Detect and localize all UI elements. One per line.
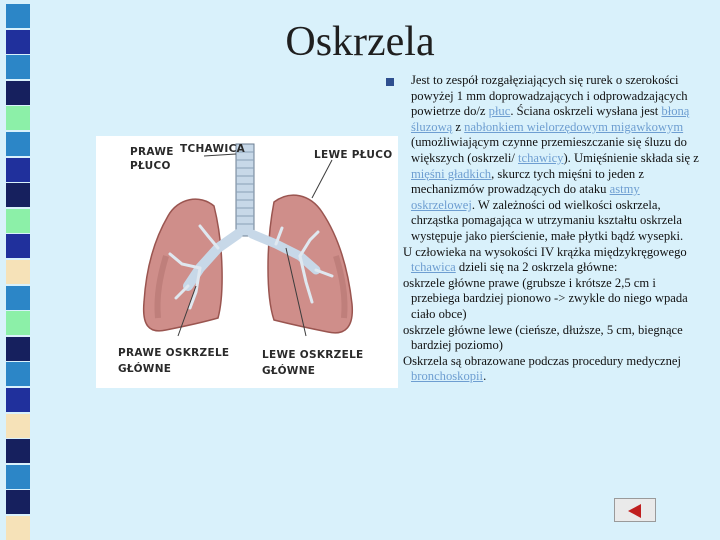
text-run: z — [452, 119, 465, 134]
bullet-square — [386, 78, 394, 86]
link-pluca[interactable]: płuc — [488, 104, 511, 119]
label-left-lung: LEWE PŁUCO — [314, 149, 393, 161]
decorative-square-strip — [0, 0, 36, 540]
left-arrow-icon — [628, 504, 641, 518]
lungs-diagram — [96, 136, 398, 388]
label-left-bronchus-1: LEWE OSKRZELE — [262, 349, 364, 361]
label-left-bronchus-2: GŁÓWNE — [262, 365, 316, 377]
strip-square — [6, 158, 30, 182]
link-tchawica-2[interactable]: tchawica — [411, 260, 456, 275]
strip-square — [6, 106, 30, 130]
strip-square — [6, 490, 30, 514]
strip-square — [6, 439, 30, 463]
content-text — [403, 73, 703, 385]
trachea-shape — [236, 144, 254, 236]
strip-square — [6, 183, 30, 207]
strip-square — [6, 311, 30, 335]
strip-square — [6, 516, 30, 540]
link-bronchoskopia[interactable]: bronchoskopii — [411, 369, 484, 384]
label-right-lung-1: PRAWE — [130, 146, 174, 158]
label-right-bronchus-2: GŁÓWNE — [118, 363, 172, 375]
strip-square — [6, 286, 30, 310]
lungs-illustration — [96, 136, 398, 388]
text-run: , skurcz tych mięśni to jeden z mechanizmów prowadzących do ataku — [411, 166, 644, 197]
text-run: U człowieka na wysokości IV krążka międzykręgowego — [403, 244, 687, 259]
link-tchawica[interactable]: tchawicy — [518, 150, 564, 165]
label-right-bronchus-1: PRAWE OSKRZELE — [118, 347, 230, 359]
strip-square — [6, 132, 30, 156]
label-right-lung-2: PŁUCO — [130, 160, 171, 172]
text-run: . W zależności od wielkości oskrzela, chrząstka pomagająca w utrzymaniu kształtu oskrzela występuje jako pierścienie, małe płytki bądź wysepki. — [411, 197, 684, 243]
link-miesnie-gladkie[interactable]: mięśni gładkich — [411, 166, 492, 181]
text-run: Jest to zespół rozgałęziających się rurek o szerokości powyżej 1 mm doprowadzających i odprowadzających powietrze do/z — [411, 73, 688, 119]
text-run: (umożliwiającym czynne przemieszczanie się śluzu do większych (oskrzeli/ — [411, 135, 687, 165]
text-run: . Ściana oskrzeli wysłana jest — [510, 104, 662, 119]
strip-square — [6, 337, 30, 361]
strip-square — [6, 414, 30, 438]
link-blona-sluzowa[interactable]: błoną śluzową — [411, 104, 690, 134]
text-run: dzieli się na 2 oskrzela główne: — [455, 260, 618, 275]
strip-square — [6, 81, 30, 105]
paragraph-left-bronchus: oskrzele główne lewe (cieńsze, dłuższe, 5 cm, biegnące bardziej poziomo) — [403, 322, 683, 353]
strip-square — [6, 388, 30, 412]
text-run: . — [483, 369, 487, 384]
paragraph-definition — [403, 73, 703, 245]
paragraph-division — [403, 245, 703, 276]
link-astma[interactable]: astmy oskrzelowej — [411, 182, 640, 212]
text-run: Oskrzela są obrazowane podczas procedury medycznej — [403, 353, 681, 368]
text-run: ). Umięśnienie składa się z — [563, 150, 699, 165]
link-nablonek[interactable]: nabłonkiem wielorzędowym migawkowym — [464, 119, 684, 134]
strip-square — [6, 209, 30, 233]
strip-square — [6, 465, 30, 489]
strip-square — [6, 362, 30, 386]
label-trachea: TCHAWICA — [180, 143, 246, 155]
strip-square — [6, 234, 30, 258]
paragraph-imaging — [403, 354, 703, 385]
paragraph-right-bronchus: oskrzele główne prawe (grubsze i krótsze 2,5 cm i przebiega bardziej pionowo -> zwykle do niego wpada ciało obce) — [403, 275, 688, 321]
strip-square — [6, 260, 30, 284]
previous-slide-button[interactable] — [614, 498, 656, 522]
slide-title: Oskrzela — [285, 19, 435, 65]
